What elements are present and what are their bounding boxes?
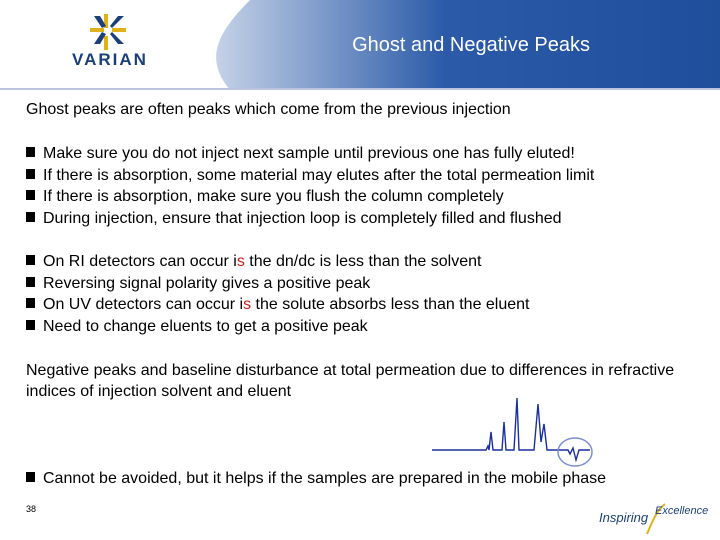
bullet-icon xyxy=(26,147,35,157)
bullet-icon xyxy=(26,277,35,287)
bullet-item: On UV detectors can occur is the solute absorbs less than the eluent xyxy=(26,294,530,316)
bullet-item: Make sure you do not inject next sample until previous one has fully eluted! xyxy=(26,143,594,165)
bullet-icon xyxy=(26,320,35,330)
negative-peaks-paragraph: Negative peaks and baseline disturbance at total permeation due to differences in refractive indices of injection solvent and eluent xyxy=(26,362,675,400)
bullet-group-ghost xyxy=(26,143,594,229)
bullet-item: During injection, ensure that injection loop is completely filled and flushed xyxy=(26,208,594,230)
bullet-item: If there is absorption, some material may elutes after the total permeation limit xyxy=(26,165,594,187)
bullet-group-final xyxy=(26,468,606,490)
page-number: 38 xyxy=(26,504,37,514)
bullet-item: Reversing signal polarity gives a positive peak xyxy=(26,273,530,295)
chromatogram-figure xyxy=(430,380,610,470)
bullet-icon xyxy=(26,255,35,265)
intro-text: Ghost peaks are often peaks which come from the previous injection xyxy=(26,101,511,118)
bullet-icon xyxy=(26,169,35,179)
bullet-item: If there is absorption, make sure you flush the column completely xyxy=(26,186,594,208)
brand-wordmark: VARIAN xyxy=(72,50,148,69)
bullet-item: On RI detectors can occur is the dn/dc is less than the solvent xyxy=(26,251,530,273)
bullet-item: Need to change eluents to get a positive peak xyxy=(26,316,530,338)
bullet-icon xyxy=(26,190,35,200)
header-divider xyxy=(0,88,720,90)
footer-inspiring: Inspiring xyxy=(599,510,649,525)
bullet-group-negative xyxy=(26,251,530,337)
footer-excellence: Excellence xyxy=(655,505,709,517)
bullet-item: Cannot be avoided, but it helps if the samples are prepared in the mobile phase xyxy=(26,468,606,490)
bullet-icon xyxy=(26,212,35,222)
bullet-icon xyxy=(26,298,35,308)
slide-title: Ghost and Negative Peaks xyxy=(352,34,590,56)
bullet-icon xyxy=(26,472,35,482)
